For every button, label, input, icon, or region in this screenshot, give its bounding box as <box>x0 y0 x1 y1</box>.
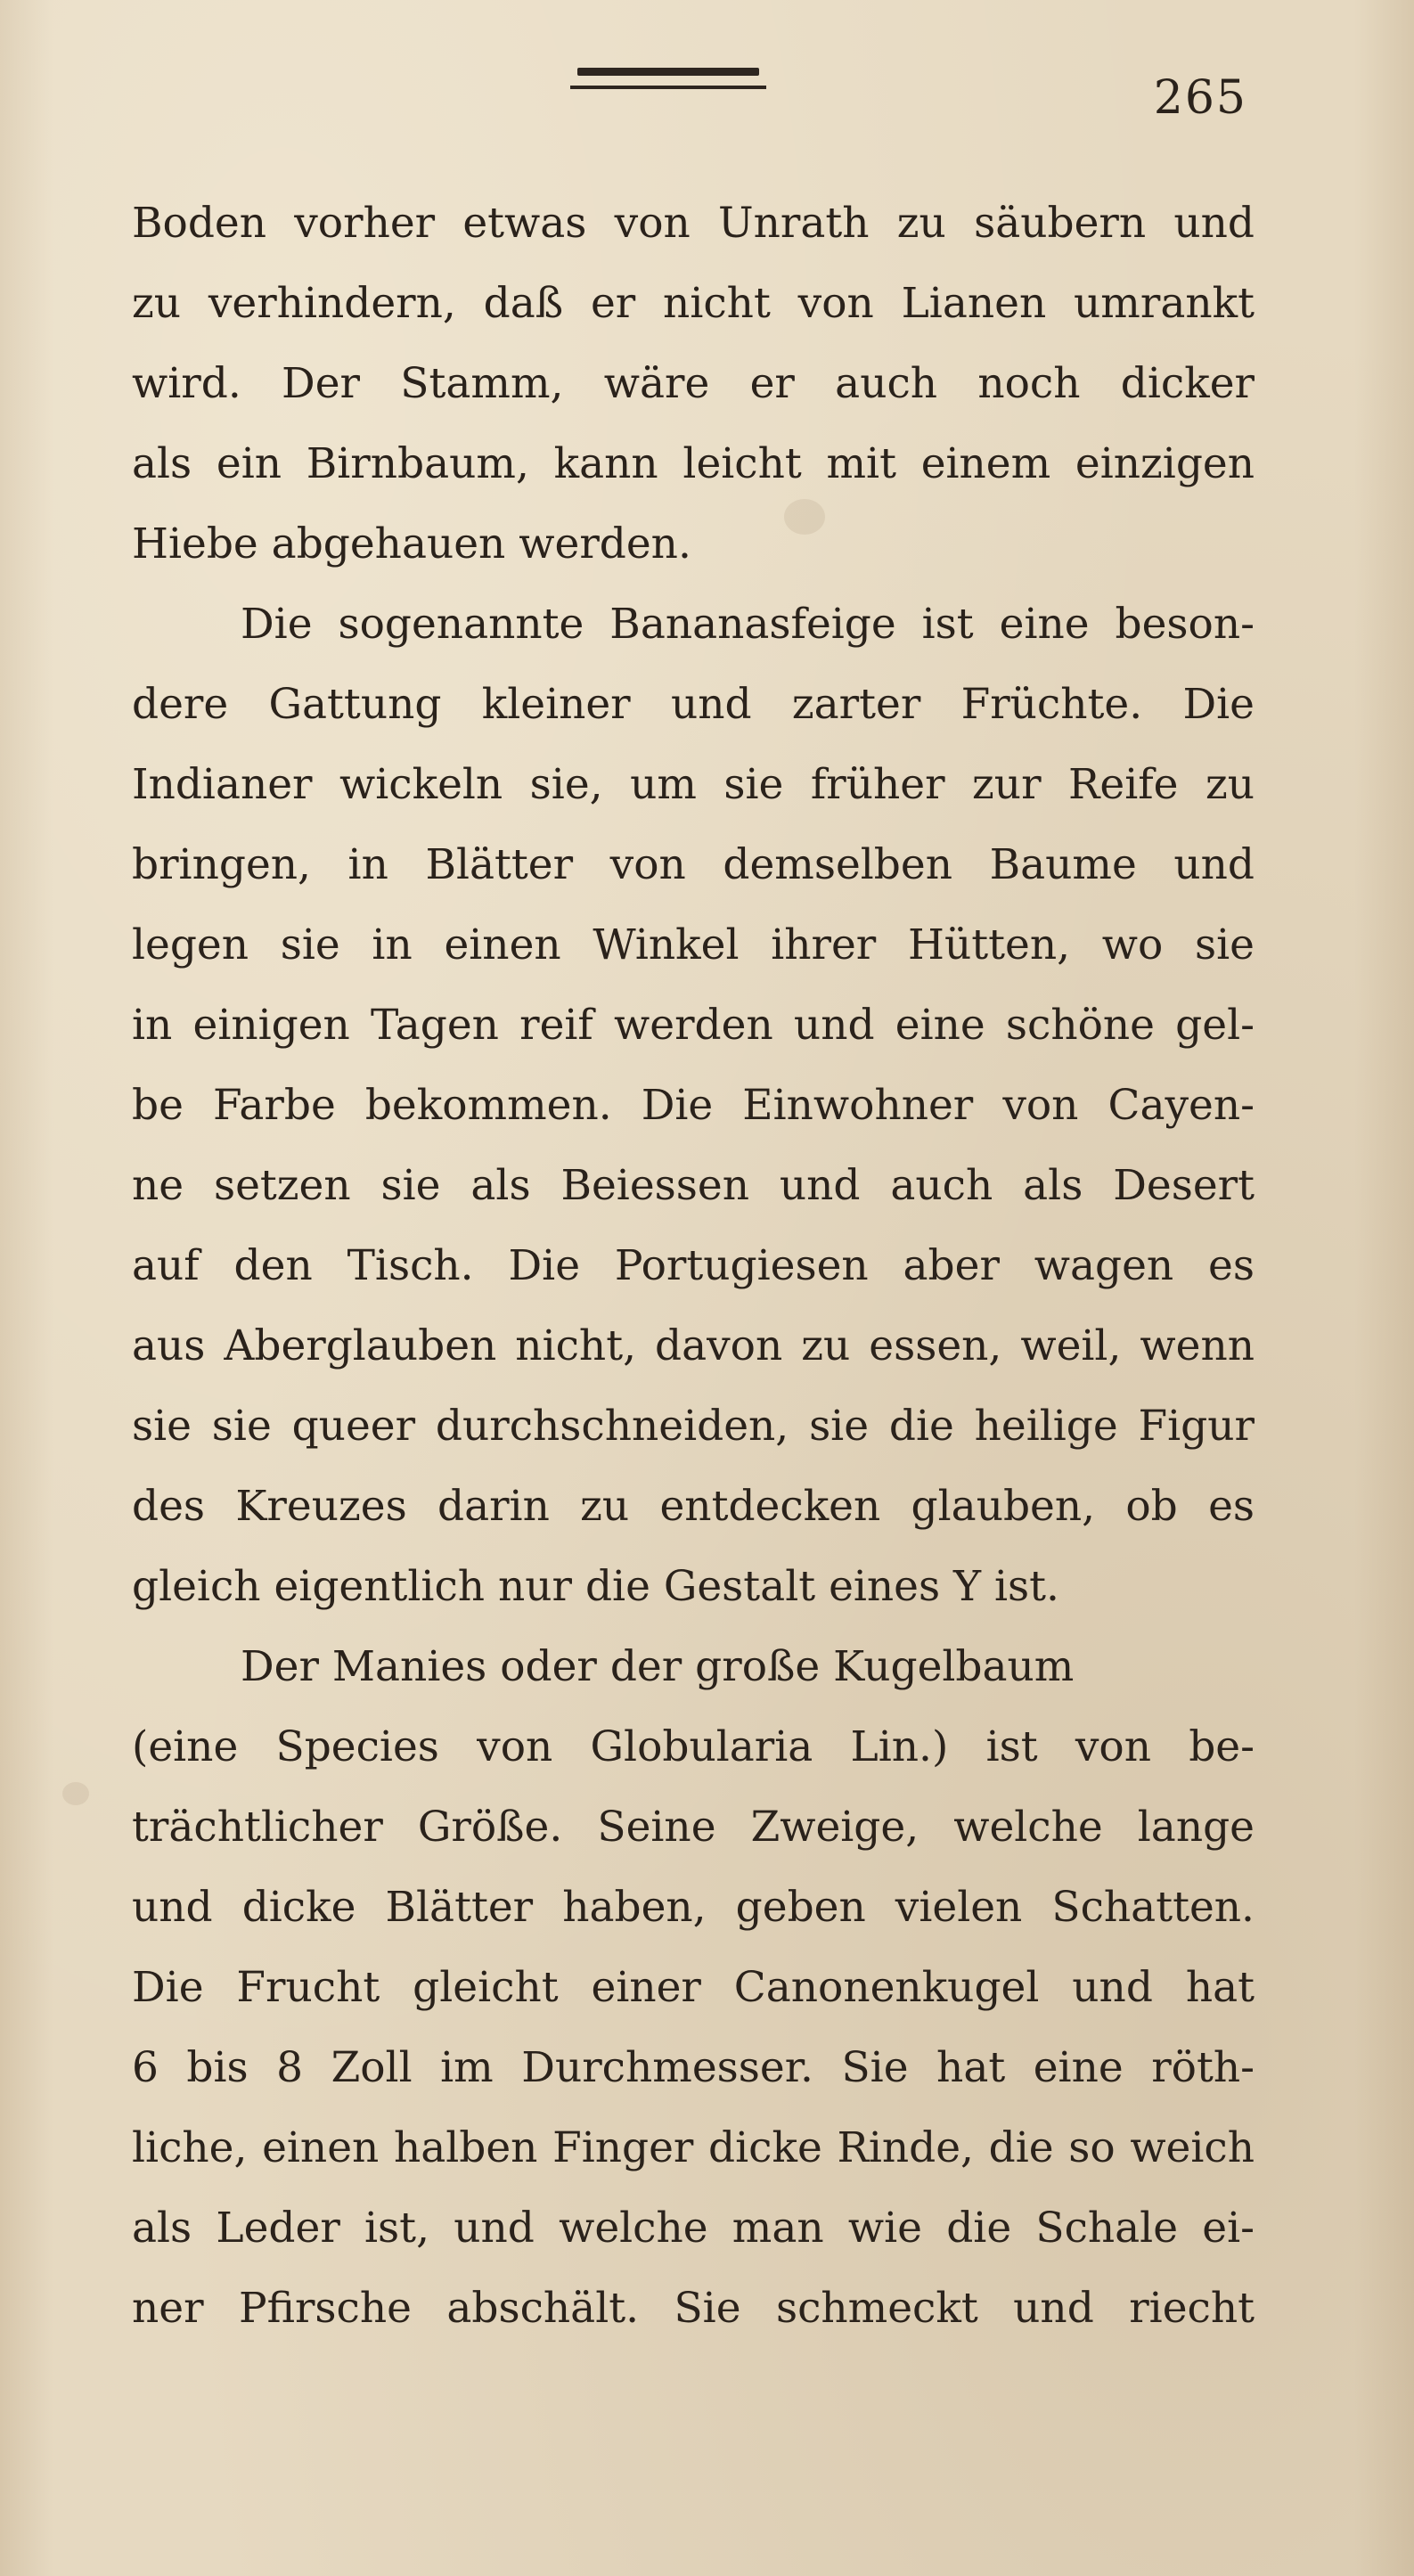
text-line: ner Pfirsche abschält. Sie schmeckt und riecht <box>132 2284 1255 2333</box>
page-number: 265 <box>1153 71 1247 125</box>
text-line: in einigen Tagen reif werden und eine schöne gel- <box>132 1001 1255 1050</box>
text-line: be Farbe bekommen. Die Einwohner von Cayen- <box>132 1081 1255 1130</box>
text-line: als ein Birnbaum, kann leicht mit einem einzigen <box>132 439 1255 488</box>
text-line: wird. Der Stamm, wäre er auch noch dicker <box>132 359 1255 408</box>
header-rule-thick <box>577 68 759 76</box>
text-line: Die sogenannte Bananasfeige ist eine beson- <box>241 600 1255 649</box>
text-line: zu verhindern, daß er nicht von Lianen umrankt <box>132 279 1255 328</box>
text-line: trächtlicher Größe. Seine Zweige, welche lange <box>132 1803 1255 1852</box>
paper-stain <box>62 1782 89 1805</box>
header-ornament-rule <box>570 68 766 93</box>
text-line: legen sie in einen Winkel ihrer Hütten, wo sie <box>132 920 1255 969</box>
text-line: dere Gattung kleiner und zarter Früchte. Die <box>132 680 1255 729</box>
text-line: und dicke Blätter haben, geben vielen Schatten. <box>132 1883 1255 1932</box>
text-line: aus Aberglauben nicht, davon zu essen, weil, wenn <box>132 1321 1255 1370</box>
text-line: 6 bis 8 Zoll im Durchmesser. Sie hat eine röth- <box>132 2043 1255 2092</box>
text-line: bringen, in Blätter von demselben Baume und <box>132 840 1255 889</box>
header-rule-thin <box>570 86 766 89</box>
text-line: Der Manies oder der große Kugelbaum <box>241 1642 1075 1691</box>
text-line: liche, einen halben Finger dicke Rinde, die so weich <box>132 2123 1255 2172</box>
text-line: gleich eigentlich nur die Gestalt eines Y ist. <box>132 1562 1059 1611</box>
text-line: als Leder ist, und welche man wie die Schale ei- <box>132 2204 1255 2253</box>
text-line: Hiebe abgehauen werden. <box>132 519 691 568</box>
text-line: Boden vorher etwas von Unrath zu säubern und <box>132 199 1255 248</box>
text-line: ne setzen sie als Beiessen und auch als Desert <box>132 1161 1255 1210</box>
text-line: Die Frucht gleicht einer Canonenkugel und hat <box>132 1963 1255 2012</box>
text-line: Indianer wickeln sie, um sie früher zur Reife zu <box>132 760 1255 809</box>
text-line: (eine Species von Globularia Lin.) ist von be- <box>132 1722 1255 1771</box>
text-line: auf den Tisch. Die Portugiesen aber wagen es <box>132 1241 1255 1290</box>
text-line: des Kreuzes darin zu entdecken glauben, ob es <box>132 1482 1255 1531</box>
body-text <box>132 184 1255 2349</box>
text-line: sie sie queer durchschneiden, sie die heilige Figur <box>132 1402 1255 1451</box>
